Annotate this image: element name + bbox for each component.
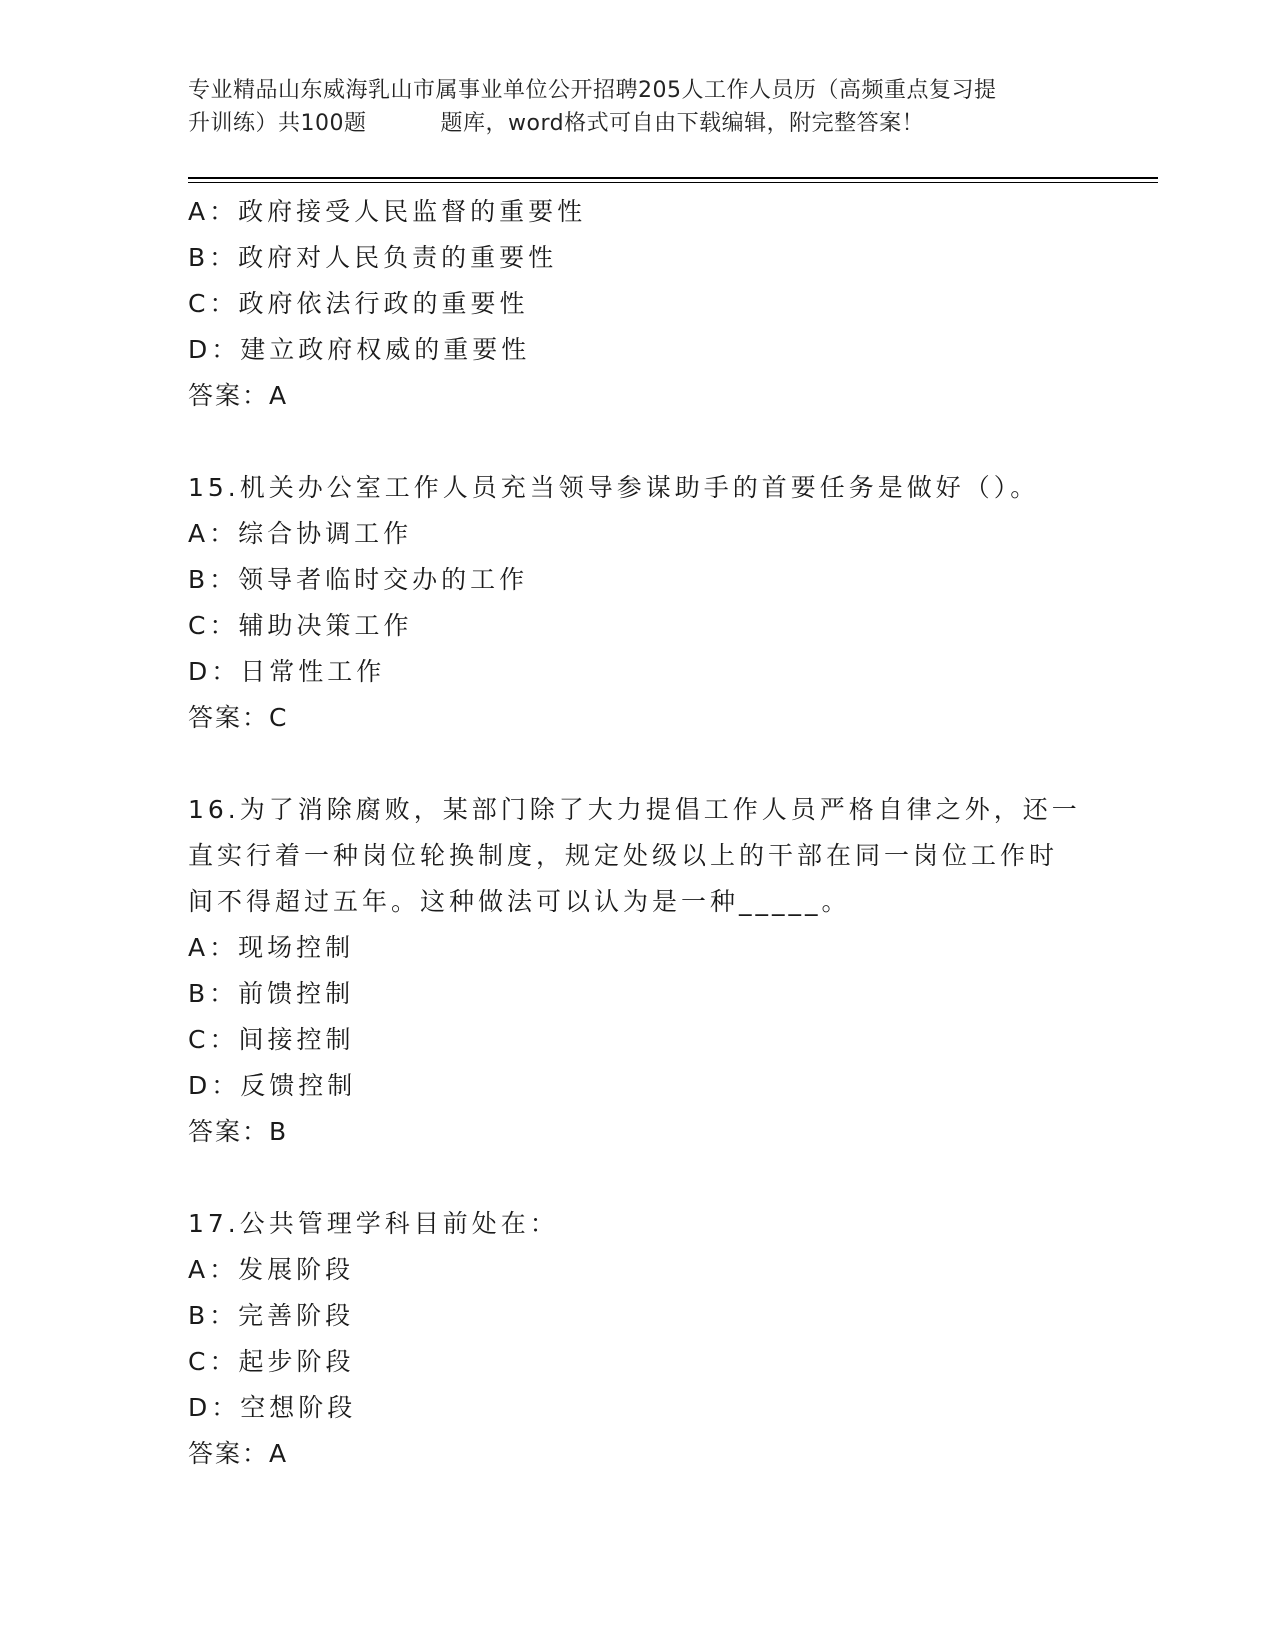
option-c: C：辅助决策工作	[188, 611, 413, 640]
question-17	[188, 1201, 1088, 1477]
option-d: D：空想阶段	[188, 1393, 357, 1422]
question-text-line-3: 间不得超过五年。这种做法可以认为是一种_____。	[188, 887, 851, 916]
option-a: A：现场控制	[188, 933, 355, 962]
header-line-2-part-b: 题库，word格式可自由下载编辑，附完整答案！	[440, 111, 925, 136]
answer: 答案：C	[188, 703, 289, 732]
question-list	[188, 189, 1088, 1477]
question-text-line-2: 直实行着一种岗位轮换制度，规定处级以上的干部在同一岗位工作时	[188, 841, 1059, 870]
page-header	[188, 74, 1088, 140]
option-a: A：发展阶段	[188, 1255, 355, 1284]
option-b: B：政府对人民负责的重要性	[188, 243, 558, 272]
option-c: C：起步阶段	[188, 1347, 355, 1376]
answer: 答案：B	[188, 1117, 289, 1146]
option-c: C：间接控制	[188, 1025, 355, 1054]
question-text-line-1: 16.为了消除腐败，某部门除了大力提倡工作人员严格自律之外，还一	[188, 795, 1081, 824]
option-c: C：政府依法行政的重要性	[188, 289, 529, 318]
option-d: D：日常性工作	[188, 657, 386, 686]
option-b: B：完善阶段	[188, 1301, 355, 1330]
question-15	[188, 465, 1088, 741]
answer: 答案：A	[188, 1439, 289, 1468]
question-16	[188, 787, 1088, 1155]
question-text: 17.公共管理学科目前处在：	[188, 1209, 559, 1238]
header-rule-thin	[188, 182, 1158, 183]
option-b: B：前馈控制	[188, 979, 355, 1008]
question-14	[188, 189, 1088, 419]
option-b: B：领导者临时交办的工作	[188, 565, 529, 594]
option-a: A：综合协调工作	[188, 519, 413, 548]
header-rule-thick	[188, 177, 1158, 179]
header-line-1: 专业精品山东威海乳山市属事业单位公开招聘205人工作人员历（高频重点复习提	[188, 78, 997, 103]
option-a: A：政府接受人民监督的重要性	[188, 197, 587, 226]
option-d: D：反馈控制	[188, 1071, 357, 1100]
answer: 答案：A	[188, 381, 289, 410]
header-line-2-part-a: 升训练）共100题	[188, 111, 367, 136]
option-d: D：建立政府权威的重要性	[188, 335, 531, 364]
question-text: 15.机关办公室工作人员充当领导参谋助手的首要任务是做好（）。	[188, 473, 1040, 502]
header-line-2	[188, 107, 1088, 140]
